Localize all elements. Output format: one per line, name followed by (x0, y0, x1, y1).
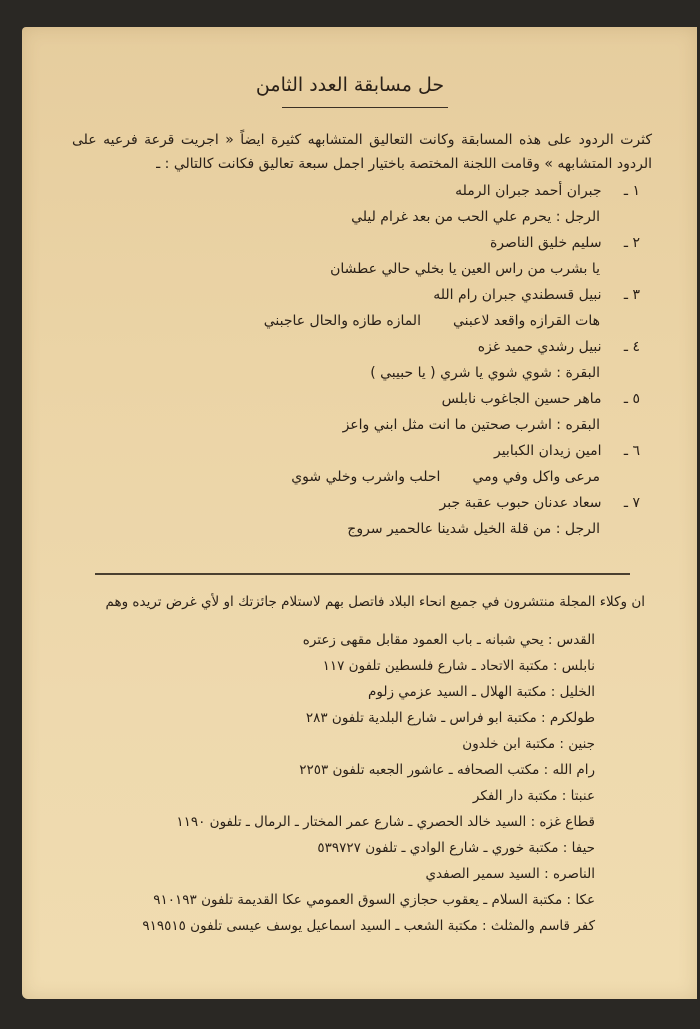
page-title: حل مسابقة العدد الثامن (255, 74, 445, 96)
agent-details: مكتبة الاتحاد ـ شارع فلسطين تلفون ١١٧ (322, 658, 549, 674)
winner-name: امين زيدان الكبابير (493, 443, 602, 459)
winner-name: جبران أحمد جبران الرمله (455, 183, 602, 199)
winner-name: سليم خليق الناصرة (489, 235, 602, 251)
winner-entry (100, 386, 640, 438)
agent-city: القدس (556, 632, 595, 648)
agent-details: يحي شبانه ـ باب العمود مقابل مقهى زعتره (302, 632, 544, 648)
entry-number: ٢ ـ (623, 235, 640, 251)
agent-details: مكتبة ابن خلدون (462, 736, 556, 752)
agent-details: مكتبة ابو فراس ـ شارع البلدية تلفون ٢٨٣ (305, 710, 537, 726)
winning-caption: يا بشرب من راس العين يا بخلي حالي عطشان (330, 261, 600, 277)
winner-entry (100, 438, 640, 490)
winner-entry (100, 490, 640, 542)
winner-entry (100, 334, 640, 386)
winners-list (100, 178, 640, 542)
agent-city: قطاع غزه (539, 814, 595, 830)
winning-caption: هات القرازه واقعد لاعبني (452, 313, 600, 329)
section-divider (95, 573, 630, 575)
agent-item: حيفا : مكتبة خوري ـ شارع الوادي ـ تلفون ٥٣٩٧٢٧ (317, 840, 595, 856)
agent-city: كفر قاسم والمثلث (490, 918, 595, 934)
entry-number: ٦ ـ (623, 443, 640, 459)
agent-item: القدس : يحي شبانه ـ باب العمود مقابل مقهى زعتره (302, 632, 595, 648)
agent-city: عكا (575, 892, 595, 908)
agent-details: مكتبة خوري ـ شارع الوادي ـ تلفون ٥٣٩٧٢٧ (317, 840, 559, 856)
winner-entry (100, 178, 640, 230)
winning-caption: البقرة : شوي شوي يا شري ( يا حبيبي ) (370, 365, 600, 381)
winner-name: ماهر حسين الجاغوب نابلس (441, 391, 602, 407)
intro-paragraph: كثرت الردود على هذه المسابقة وكانت التعاليق المتشابهه كثيرة ايضاً « اجريت قرعة فرعيه على الردود المتشابهه » وقامت اللجنة المختصة باختيار اجمل سبعة تعاليق فكانت كالتالي : ـ (72, 132, 652, 172)
agent-city: حيفا (571, 840, 595, 856)
agent-item: جنين : مكتبة ابن خلدون (462, 736, 595, 752)
agent-city: الخليل (559, 684, 595, 700)
agent-item: كفر قاسم والمثلث : مكتبة الشعب ـ السيد اسماعيل يوسف عيسى تلفون ٩١٩٥١٥ (142, 918, 595, 934)
agent-details: مكتبة الشعب ـ السيد اسماعيل يوسف عيسى تلفون ٩١٩٥١٥ (142, 918, 478, 934)
winning-caption: الرجل : يحرم علي الحب من بعد غرام ليلي (351, 209, 600, 225)
agent-details: السيد سمير الصفدي (425, 866, 540, 882)
agent-details: مكتب الصحافه ـ عاشور الجعبه تلفون ٢٢٥٣ (299, 762, 540, 778)
entry-number: ٥ ـ (623, 391, 640, 407)
agents-list (125, 627, 595, 939)
winning-caption-second-half: المازه طازه والحال عاجبني (263, 313, 421, 329)
winner-entry (100, 282, 640, 334)
winner-name: نبيل قسطندي جبران رام الله (433, 287, 602, 303)
title-underline (282, 107, 448, 108)
entry-number: ٧ ـ (623, 495, 640, 511)
winning-caption: البقره : اشرب صحتين ما انت مثل ابني واعز (342, 417, 600, 433)
agent-item: نابلس : مكتبة الاتحاد ـ شارع فلسطين تلفون ١١٧ (322, 658, 595, 674)
agent-city: طولكرم (549, 710, 595, 726)
winner-name: سعاد عدنان حبوب عقبة جبر (439, 495, 602, 511)
agent-item: الناصره : السيد سمير الصفدي (425, 866, 595, 882)
agent-details: السيد خالد الحصري ـ شارع عمر المختار ـ الرمال ـ تلفون ١١٩٠ (176, 814, 527, 830)
winning-caption: مرعى واكل وفي ومي (472, 469, 600, 485)
agent-item: طولكرم : مكتبة ابو فراس ـ شارع البلدية تلفون ٢٨٣ (305, 710, 595, 726)
agent-item: الخليل : مكتبة الهلال ـ السيد عزمي زلوم (368, 684, 595, 700)
agent-city: الناصره (552, 866, 595, 882)
agent-city: جنين (568, 736, 595, 752)
entry-number: ٤ ـ (623, 339, 640, 355)
winner-entry (100, 230, 640, 282)
entry-number: ١ ـ (623, 183, 640, 199)
agent-city: عنبتا (570, 788, 595, 804)
entry-number: ٣ ـ (623, 287, 640, 303)
agent-item: عكا : مكتبة السلام ـ يعقوب حجازي السوق العمومي عكا القديمة تلفون ٩١٠١٩٣ (153, 892, 595, 908)
agent-city: رام الله (552, 762, 595, 778)
agent-details: مكتبة دار الفكر (472, 788, 558, 804)
agent-details: مكتبة الهلال ـ السيد عزمي زلوم (368, 684, 547, 700)
winning-caption: الرجل : من قلة الخيل شدينا عالحمير سروج (347, 521, 600, 537)
agents-intro: ان وكلاء المجلة منتشرون في جميع انحاء البلاد فاتصل بهم لاستلام جائزتك او لأي غرض تريده وهم (105, 594, 645, 610)
winning-caption-second-half: احلب واشرب وخلي شوي (291, 469, 441, 485)
agent-details: مكتبة السلام ـ يعقوب حجازي السوق العمومي عكا القديمة تلفون ٩١٠١٩٣ (153, 892, 563, 908)
agent-item: عنبتا : مكتبة دار الفكر (472, 788, 595, 804)
agent-item: قطاع غزه : السيد خالد الحصري ـ شارع عمر المختار ـ الرمال ـ تلفون ١١٩٠ (176, 814, 595, 830)
winner-name: نبيل رشدي حميد غزه (477, 339, 602, 355)
agent-city: نابلس (561, 658, 595, 674)
agent-item: رام الله : مكتب الصحافه ـ عاشور الجعبه تلفون ٢٢٥٣ (299, 762, 595, 778)
